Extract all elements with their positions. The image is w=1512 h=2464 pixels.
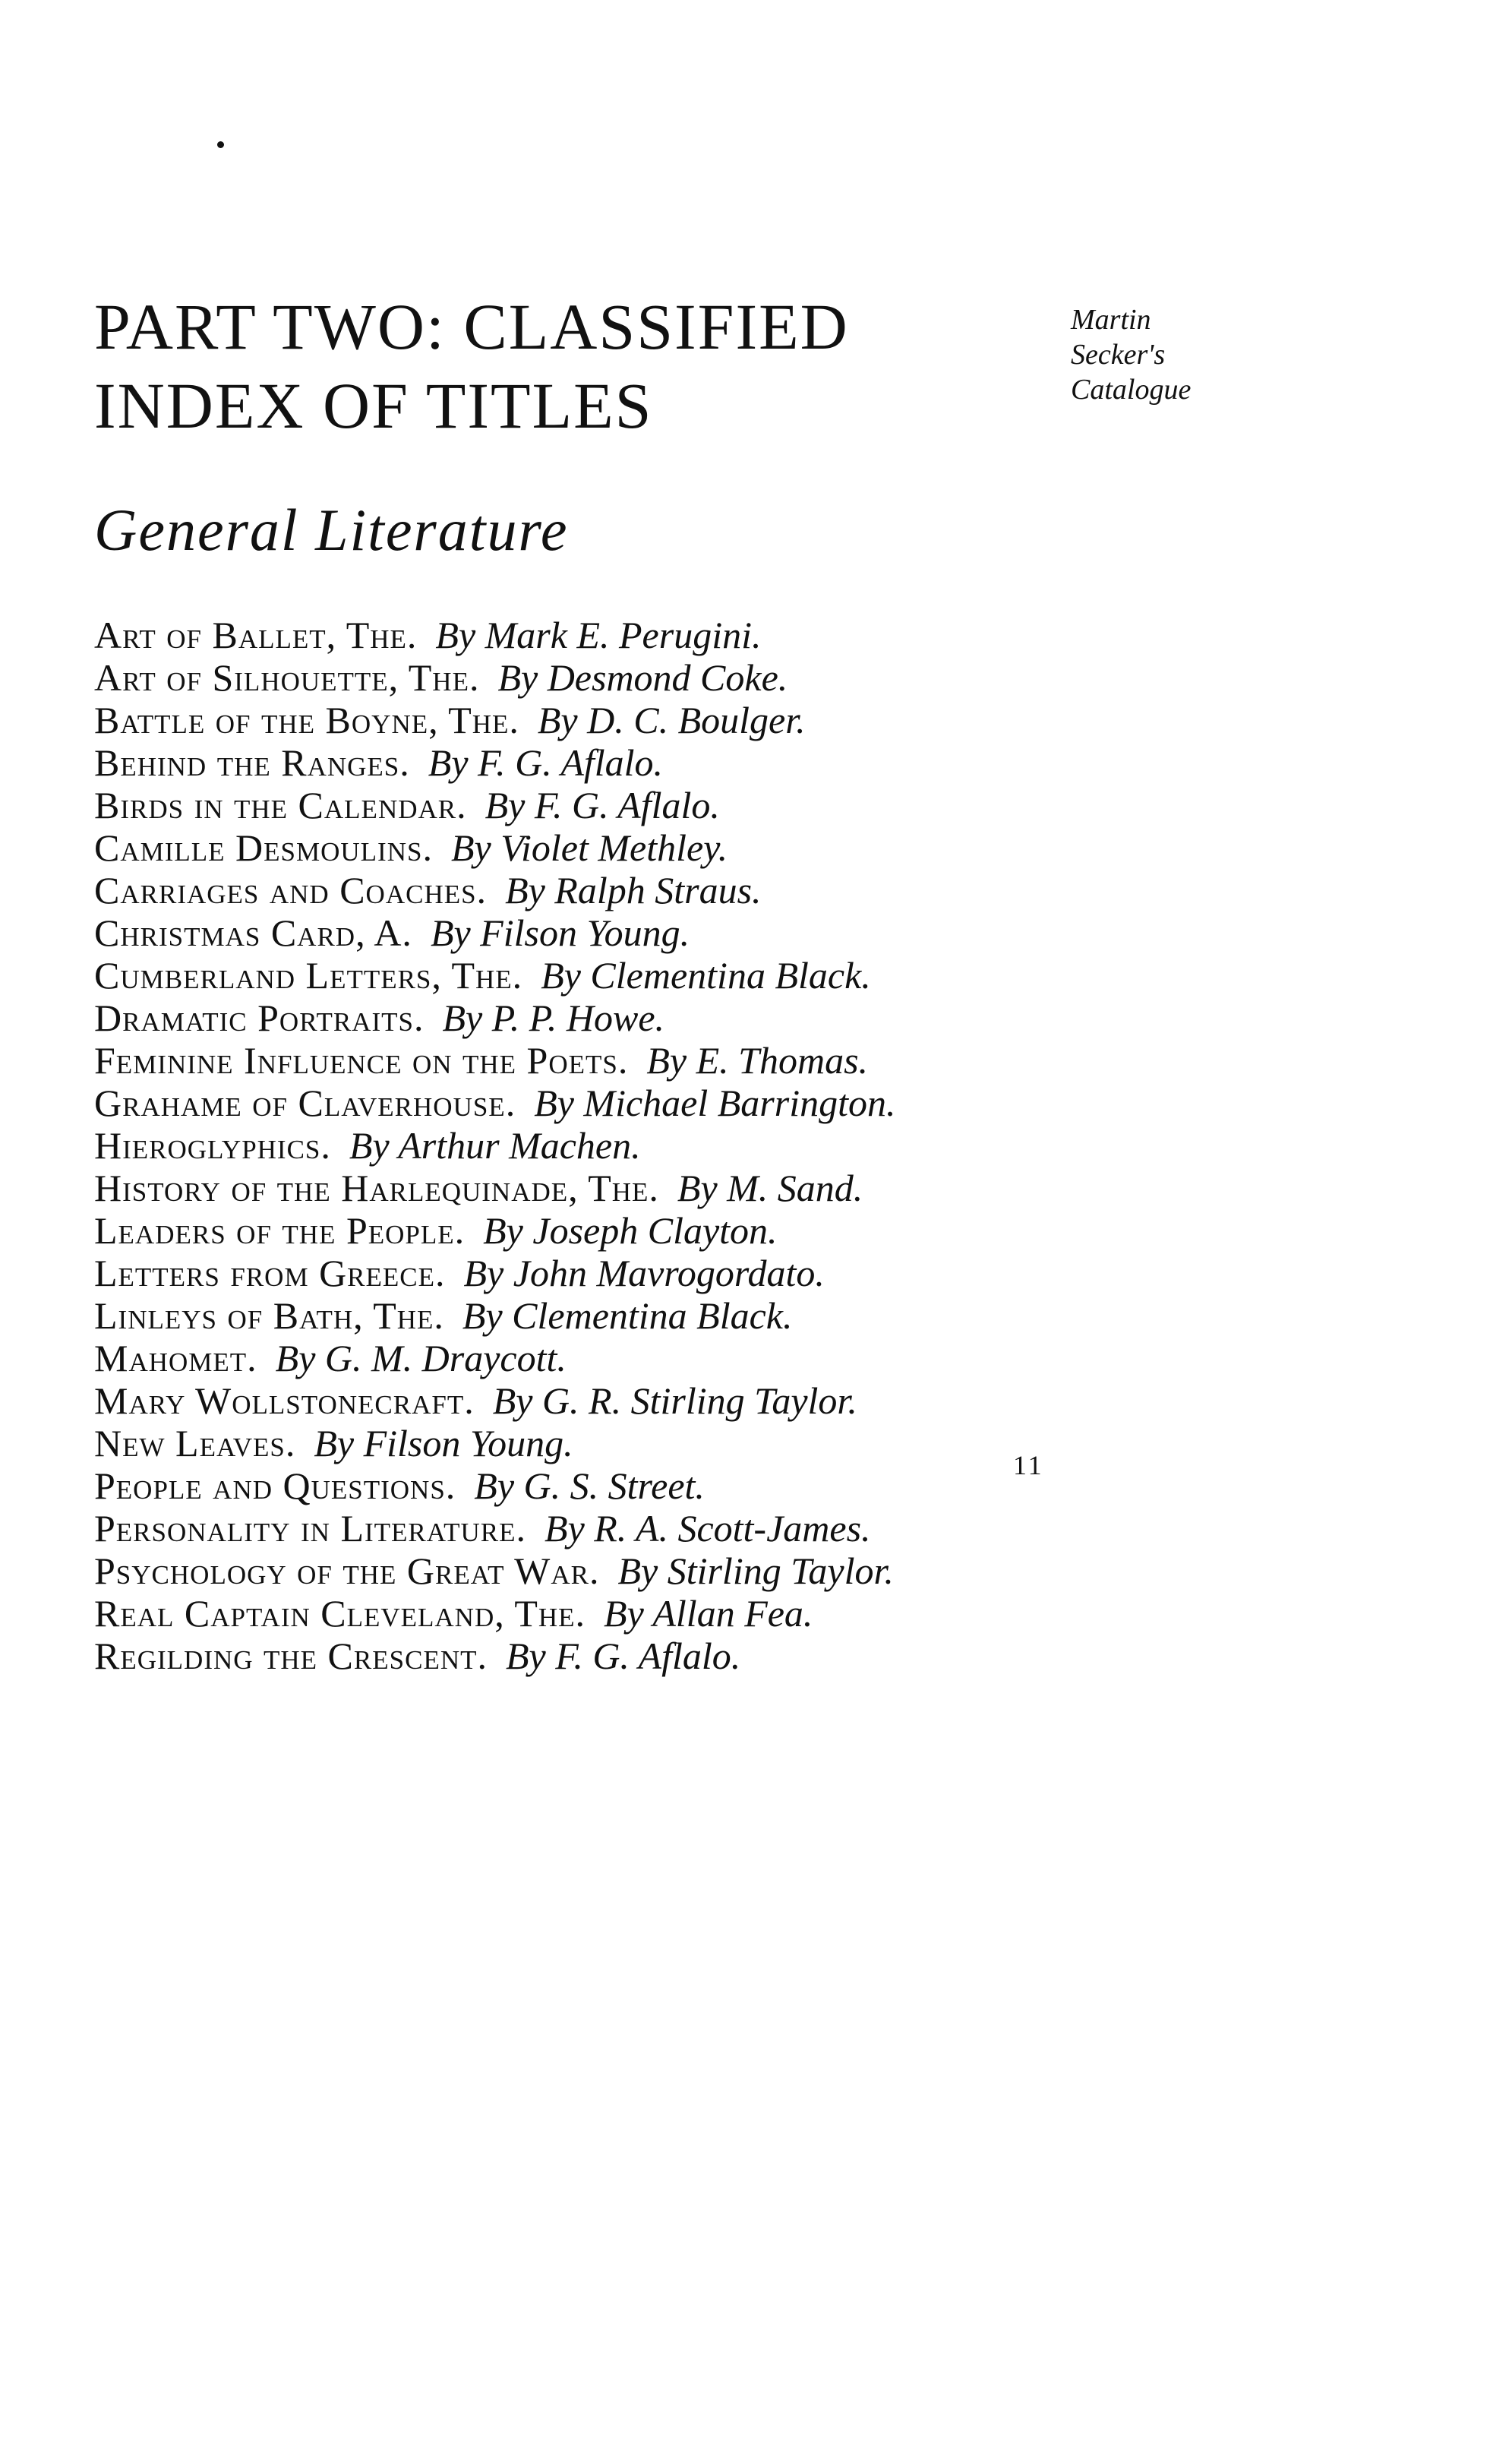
entry-title: New Leaves. [94,1422,296,1464]
entry-title: Christmas Card, A. [94,911,412,954]
sidenote-line-3: Catalogue [1071,374,1192,406]
index-entry [94,1294,1119,1337]
entry-author: By M. Sand. [677,1167,863,1209]
index-entry [94,1252,1119,1294]
entry-title: Art of Silhouette, The. [94,656,480,699]
entry-title: History of the Harlequinade, The. [94,1167,659,1209]
entry-title: Psychology of the Great War. [94,1549,600,1592]
entry-title: Behind the Ranges. [94,741,410,784]
entry-author: By Michael Barrington. [534,1082,896,1124]
index-entry [94,741,1119,784]
entry-title: Leaders of the People. [94,1209,466,1252]
entry-author: By Desmond Coke. [497,656,788,699]
index-entry [94,997,1119,1039]
catalogue-sidenote [1071,302,1191,407]
entry-title: Feminine Influence on the Poets. [94,1039,629,1082]
index-entry [94,826,1119,869]
entry-author: By R. A. Scott-James. [545,1507,871,1549]
entry-title: Dramatic Portraits. [94,997,425,1039]
index-entry [94,911,1119,954]
index-entry [94,1039,1119,1082]
entry-title: Grahame of Claverhouse. [94,1082,516,1124]
index-entry [94,1209,1119,1252]
entry-author: By Filson Young. [314,1422,573,1464]
index-entry [94,1167,1119,1209]
entry-author: By John Mavrogordato. [463,1252,825,1294]
ink-dot [217,141,224,148]
index-entry [94,1635,1119,1677]
sidenote-line-1: Martin [1071,304,1151,336]
entry-title: Letters from Greece. [94,1252,446,1294]
index-entry [94,1549,1119,1592]
index-entry [94,954,1119,997]
entry-author: By Filson Young. [430,911,690,954]
index-entry [94,1592,1119,1635]
entry-author: By F. G. Aflalo. [505,1635,741,1677]
index-entry [94,614,1119,656]
entry-author: By G. S. Street. [474,1464,705,1507]
entry-author: By Ralph Straus. [505,869,762,911]
entry-title: Personality in Literature. [94,1507,527,1549]
entry-title: Art of Ballet, The. [94,614,418,656]
index-entry [94,699,1119,741]
entry-title: Real Captain Cleveland, The. [94,1592,586,1635]
entry-title: Camille Desmoulins. [94,826,433,869]
index-entry [94,1379,1119,1422]
entry-author: By Violet Methley. [450,826,728,869]
index-entry [94,1422,1119,1464]
index-entry [94,784,1119,826]
index-entry [94,1082,1119,1124]
entry-title: Battle of the Boyne, The. [94,699,519,741]
entry-author: By Clementina Black. [541,954,871,997]
entry-title: Regilding the Crescent. [94,1635,488,1677]
entry-author: By P. P. Howe. [442,997,665,1039]
section-heading: General Literature [94,497,569,563]
index-entry [94,1337,1119,1379]
index-entry [94,869,1119,911]
entry-author: By Allan Fea. [604,1592,813,1635]
entry-author: By Arthur Machen. [349,1124,641,1167]
page-title [94,287,967,445]
page-title-line-1: PART TWO: CLASSIFIED [94,290,849,363]
entry-title: Hieroglyphics. [94,1124,331,1167]
title-index-list [94,614,1119,1677]
entry-title: Birds in the Calendar. [94,784,467,826]
entry-author: By Joseph Clayton. [483,1209,778,1252]
entry-title: Linleys of Bath, The. [94,1294,444,1337]
index-entry [94,1124,1119,1167]
page-title-line-2: INDEX OF TITLES [94,369,653,442]
index-entry [94,656,1119,699]
entry-author: By E. Thomas. [646,1039,869,1082]
entry-author: By G. M. Draycott. [275,1337,567,1379]
entry-author: By G. R. Stirling Taylor. [492,1379,857,1422]
sidenote-line-2: Secker's [1071,339,1166,371]
entry-author: By Clementina Black. [462,1294,793,1337]
index-entry [94,1507,1119,1549]
entry-author: By D. C. Boulger. [537,699,806,741]
page-number: 11 [1013,1450,1044,1480]
entry-title: Mary Wollstonecraft. [94,1379,475,1422]
entry-title: Carriages and Coaches. [94,869,488,911]
entry-author: By Stirling Taylor. [617,1549,894,1592]
entry-title: Cumberland Letters, The. [94,954,523,997]
entry-title: People and Questions. [94,1464,456,1507]
entry-author: By F. G. Aflalo. [485,784,720,826]
entry-title: Mahomet. [94,1337,257,1379]
entry-author: By Mark E. Perugini. [435,614,762,656]
index-entry [94,1464,1119,1507]
entry-author: By F. G. Aflalo. [428,741,664,784]
